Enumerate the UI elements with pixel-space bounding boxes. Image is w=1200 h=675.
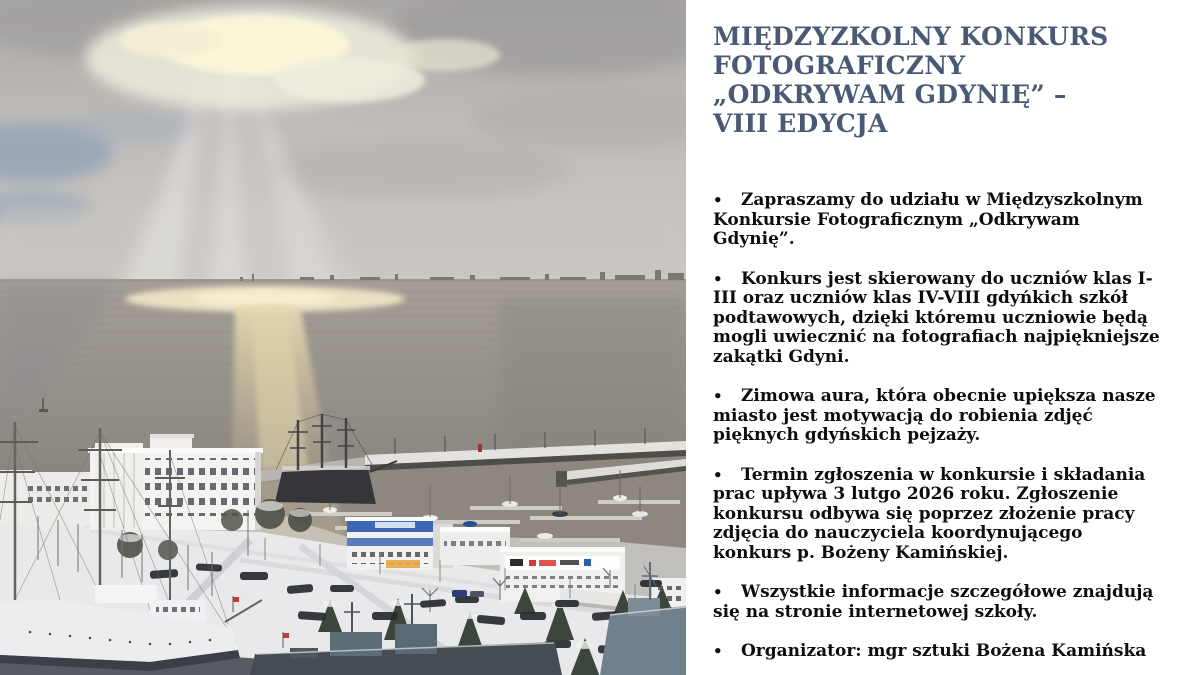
bullet-text: Wszystkie informacje szczegółowe znajdują się na stronie internetowej szkoły. — [713, 582, 1154, 622]
bullet-icon: • — [713, 465, 723, 484]
title-line-1: MIĘDZYZKOLNY KONKURS — [713, 22, 1109, 51]
bullet-text: Zimowa aura, która obecnie upiększa nasze miasto jest motywacją do robienia zdjęć pięknych gdyńskich pejzaży. — [713, 386, 1156, 445]
bullet-icon: • — [713, 269, 723, 288]
bullet-text: Organizator: mgr sztuki Bożena Kamińska — [741, 641, 1147, 661]
title-line-4: VIII EDYCJA — [713, 109, 888, 138]
bullet-text: Zapraszamy do udziału w Międzyszkolnym Konkursie Fotograficznym „Odkrywam Gdynię”. — [713, 190, 1143, 249]
bullet-deadline — [713, 466, 1160, 564]
bullet-icon: • — [713, 191, 723, 209]
bullet-text: Termin zgłoszenia w konkursie i składania prac upływa 3 lutgo 2026 roku. Zgłoszenie konkursu odbywa się poprzez złożenie pracy zdjęcia do nauczyciela koordynującego konkurs p. Bożeny Kamińskiej. — [713, 464, 1146, 563]
bullet-invitation — [713, 191, 1160, 250]
bullet-audience — [713, 270, 1160, 368]
title-line-2: FOTOGRAFICZNY — [713, 51, 966, 80]
bullet-icon: • — [713, 387, 723, 405]
bullet-more-info — [713, 583, 1160, 622]
bullet-icon: • — [713, 642, 723, 660]
page-title — [713, 22, 1160, 138]
bullet-list — [713, 191, 1160, 662]
bullet-icon: • — [713, 583, 723, 601]
bullet-organizer — [713, 642, 1160, 662]
title-line-3: „ODKRYWAM GDYNIĘ” – — [713, 80, 1067, 109]
bullet-winter-theme — [713, 387, 1160, 446]
bullet-text: Konkurs jest skierowany do uczniów klas I-III oraz uczniów klas IV-VIII gdyńkich szkół podtawowych, dzięki któremu uczniowie będą mogli uwiecznić na fotografiach najpiękniejsze zakątki Gdyni. — [713, 268, 1160, 367]
content-panel — [686, 0, 1200, 675]
